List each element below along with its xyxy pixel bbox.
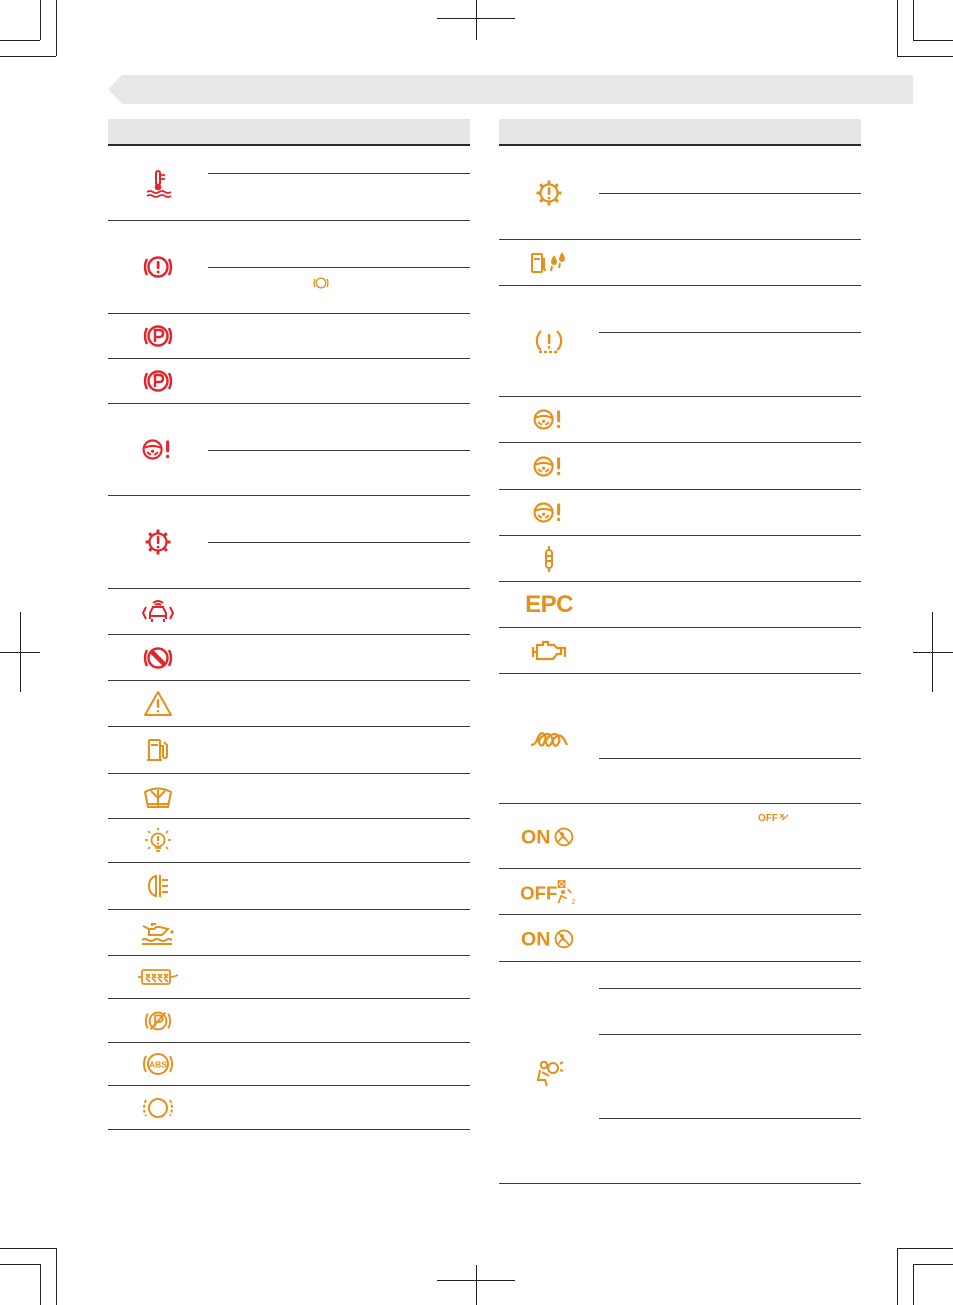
- inline-off-label: OFF: [758, 813, 778, 824]
- table-row: [499, 915, 861, 962]
- gearbox-warning-icon: [108, 496, 208, 588]
- table-row: [108, 727, 470, 774]
- table-row: [499, 804, 861, 869]
- brake-pedal-icon: [108, 635, 208, 680]
- table-row: [499, 674, 861, 804]
- header-symbol: [499, 119, 599, 144]
- fuel-water-icon: [499, 240, 599, 285]
- parking-brake-icon: [108, 314, 208, 358]
- table-row: [108, 146, 470, 221]
- particulate-filter-icon: [108, 956, 208, 998]
- coolant-temperature-icon: [108, 146, 208, 220]
- table-row: [108, 819, 470, 863]
- table-row: [499, 240, 861, 286]
- collision-warning-icon: [108, 589, 208, 634]
- airbag-on-icon: [499, 804, 599, 868]
- airbag-off-label: OFF: [520, 881, 558, 903]
- table-row: [499, 582, 861, 628]
- table-row: [108, 635, 470, 681]
- airbag-on-icon: [499, 915, 599, 961]
- epc-label: EPC: [525, 590, 573, 618]
- gearbox-warning-icon: [499, 146, 599, 239]
- table-row: [108, 496, 470, 589]
- svg-text:ABS: ABS: [149, 1059, 167, 1070]
- table-row: [499, 962, 861, 1184]
- glow-plug-icon: [499, 674, 599, 803]
- table-header: [108, 119, 470, 146]
- table-row: [108, 314, 470, 359]
- table-row: [499, 443, 861, 490]
- fuel-reserve-icon: [108, 727, 208, 773]
- table-row: [499, 397, 861, 443]
- header-meaning: [208, 119, 470, 144]
- steering-wheel-warning-icon: [108, 404, 208, 495]
- header-meaning: [599, 119, 861, 144]
- table-row: [108, 863, 470, 910]
- table-row: [108, 1043, 470, 1086]
- airbag-system-icon: [499, 962, 599, 1183]
- table-row: [108, 589, 470, 635]
- svg-text:2: 2: [571, 896, 576, 906]
- epc-icon: [499, 582, 599, 627]
- table-row: [108, 910, 470, 956]
- table-row: [499, 286, 861, 397]
- steering-wheel-warning-icon: [499, 490, 599, 535]
- airbag-off-icon: [499, 869, 599, 914]
- left-warning-lights-table: [108, 119, 470, 1131]
- general-warning-triangle-icon: [108, 681, 208, 726]
- table-row: [108, 956, 470, 999]
- abs-icon: [108, 1043, 208, 1085]
- suspension-icon: [499, 536, 599, 581]
- parking-brake-fault-icon: [108, 999, 208, 1042]
- table-row: [108, 681, 470, 727]
- airbag-on-label: ON: [521, 928, 551, 951]
- rear-fog-light-icon: [108, 863, 208, 909]
- abs-inline-icon: [313, 276, 329, 290]
- parking-brake-icon: [108, 359, 208, 403]
- table-row: [108, 1086, 470, 1130]
- brake-system-icon: [108, 221, 208, 313]
- table-row: [499, 146, 861, 240]
- table-row: [108, 404, 470, 496]
- table-row: [499, 490, 861, 536]
- steering-wheel-warning-icon: [499, 397, 599, 442]
- table-header: [499, 119, 861, 146]
- header-symbol: [108, 119, 208, 144]
- table-row: [108, 774, 470, 819]
- table-row: [499, 628, 861, 674]
- table-row: [499, 536, 861, 582]
- tyre-pressure-icon: [499, 286, 599, 396]
- washer-fluid-icon: [108, 774, 208, 818]
- brake-pad-wear-icon: [108, 1086, 208, 1129]
- engine-oil-level-icon: [108, 910, 208, 955]
- chapter-header-band: [108, 75, 913, 104]
- engine-check-icon: [499, 628, 599, 673]
- table-row: [499, 869, 861, 915]
- table-row: [108, 359, 470, 404]
- right-warning-lights-table: [499, 119, 861, 1185]
- airbag-off-inline-icon: [758, 810, 792, 824]
- airbag-on-label: ON: [521, 826, 551, 849]
- steering-wheel-warning-icon: [499, 443, 599, 489]
- bulb-failure-icon: [108, 819, 208, 862]
- table-row: [108, 999, 470, 1043]
- table-row: [108, 221, 470, 314]
